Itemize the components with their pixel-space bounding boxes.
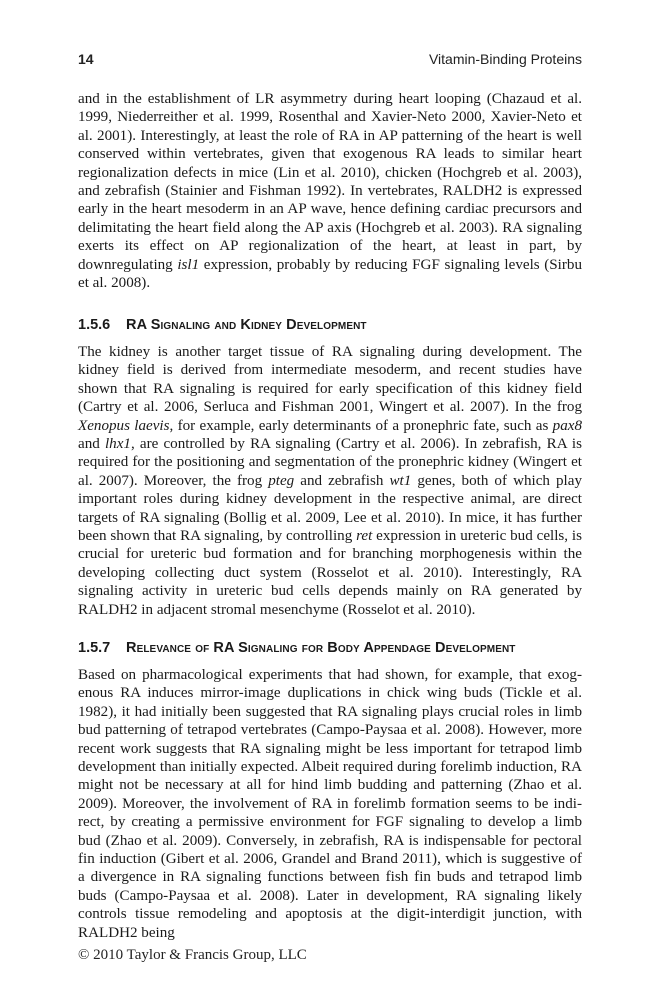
paragraph-heart-ra-signaling: and in the establishment of LR asymmetry during heart looping (Chazaud et al. 1999, Niederreither et al. 1999, Rosenthal and Xavier-Neto 2000, Xavier-Neto et al. 2001). Interestingly, at least the role of RA in AP patterning of the heart is well conserved within vertebrates, given that exogenous RA leads to similar heart regionalization defects in mice (Lin et al. 2010), chicken (Hochgreb et al. 2003), and zebrafish (Stainier and Fishman 1992). In vertebrates, RALDH2 is expressed early in the heart mesoderm in an AP wave, hence defining cardiac precursors and delimitating the heart field along the AP axis (Hochgreb et al. 2003). RA signaling exerts its effect on AP regionalization of the heart, at least in part, by downregulating isl1 expression, probably by reducing FGF signaling levels (Sirbu et al. 2008). — [78, 91, 582, 292]
section-number: 1.5.6 — [78, 317, 111, 333]
section-title: RA Signaling and Kidney Development — [126, 317, 367, 333]
paragraph-kidney-development: The kidney is another target tissue of RA signaling during development. The kidney field is derived from intermediate mesoderm, and recent studies have shown that RA signaling is required for early specification of this kidney field (Cartry et al. 2006, Serluca and Fishman 2001, Wingert et al. 2007). In the frog Xenopus laevis, for example, early determinants of a pronephric fate, such as pax8 and lhx1, are controlled by RA signaling (Cartry et al. 2006). In zebrafish, RA is required for the positioning and segmentation of the pronephric kidney (Wingert et al. 2007). Moreover, the frog pteg and zebrafish wt1 genes, both of which play important roles during kidney development in the respective animal, are direct targets of RA signaling (Bollig et al. 2009, Lee et al. 2010). In mice, it has further been shown that RA signaling, by controlling ret expression in ureteric bud cells, is crucial for ureteric bud formation and for branching morphogenesis within the developing collecting duct system (Rosselot et al. 2010). Interestingly, RA signaling activity in ureteric bud cells depends mainly on RA generated by RALDH2 in adjacent stromal mesenchyme (Rosselot et al. 2010). — [78, 344, 582, 618]
section-number: 1.5.7 — [78, 640, 111, 656]
section-heading-1-5-7 — [78, 640, 598, 656]
gene-pax8: pax8 — [552, 417, 582, 434]
gene-lhx1: lhx1 — [104, 436, 131, 453]
gene-isl1: isl1 — [177, 256, 200, 273]
copyright-footer: © 2010 Taylor & Francis Group, LLC — [78, 947, 307, 963]
paragraph-appendage-development: Based on pharmacological experiments that had shown, for example, that exogenous RA induces mirror-image duplications in chick wing buds (Tickle et al. 1982), it had initially been suggested that RA signaling plays crucial roles in limb bud patterning of tetrapod vertebrates (Campo-Paysaa et al. 2008). However, more recent work suggests that RA signaling might be less important for tetrapod limb development than initially expected. Albeit required during forelimb induction, RA might not be necessary at all for hind limb budding and patterning (Zhao et al. 2009). Moreover, the involvement of RA in forelimb formation seems to be indirect, by creating a permissive environment for FGF signaling to develop a limb bud (Zhao et al. 2009). Conversely, in zebrafish, RA is indispensable for pectoral fin induction (Gibert et al. 2006, Grandel and Brand 2011), which is suggestive of a divergence in RA signaling functions between fish fin buds and tetrapod limb buds (Campo-Paysaa et al. 2008). Later in development, RA signaling likely controls tissue remodeling and apoptosis at the digit-interdigit junction, with RALDH2 being — [78, 667, 582, 941]
gene-ret: ret — [356, 528, 373, 545]
running-header — [78, 47, 582, 69]
section-title: Relevance of RA Signaling for Body Appendage Development — [126, 640, 516, 656]
species-xenopus: Xenopus laevis — [78, 417, 170, 434]
running-title: Vitamin-Binding Proteins — [428, 51, 582, 67]
gene-pteg: pteg — [268, 472, 295, 489]
gene-wt1: wt1 — [389, 472, 412, 489]
section-heading-1-5-6 — [78, 317, 598, 333]
page-number: 14 — [78, 51, 94, 67]
